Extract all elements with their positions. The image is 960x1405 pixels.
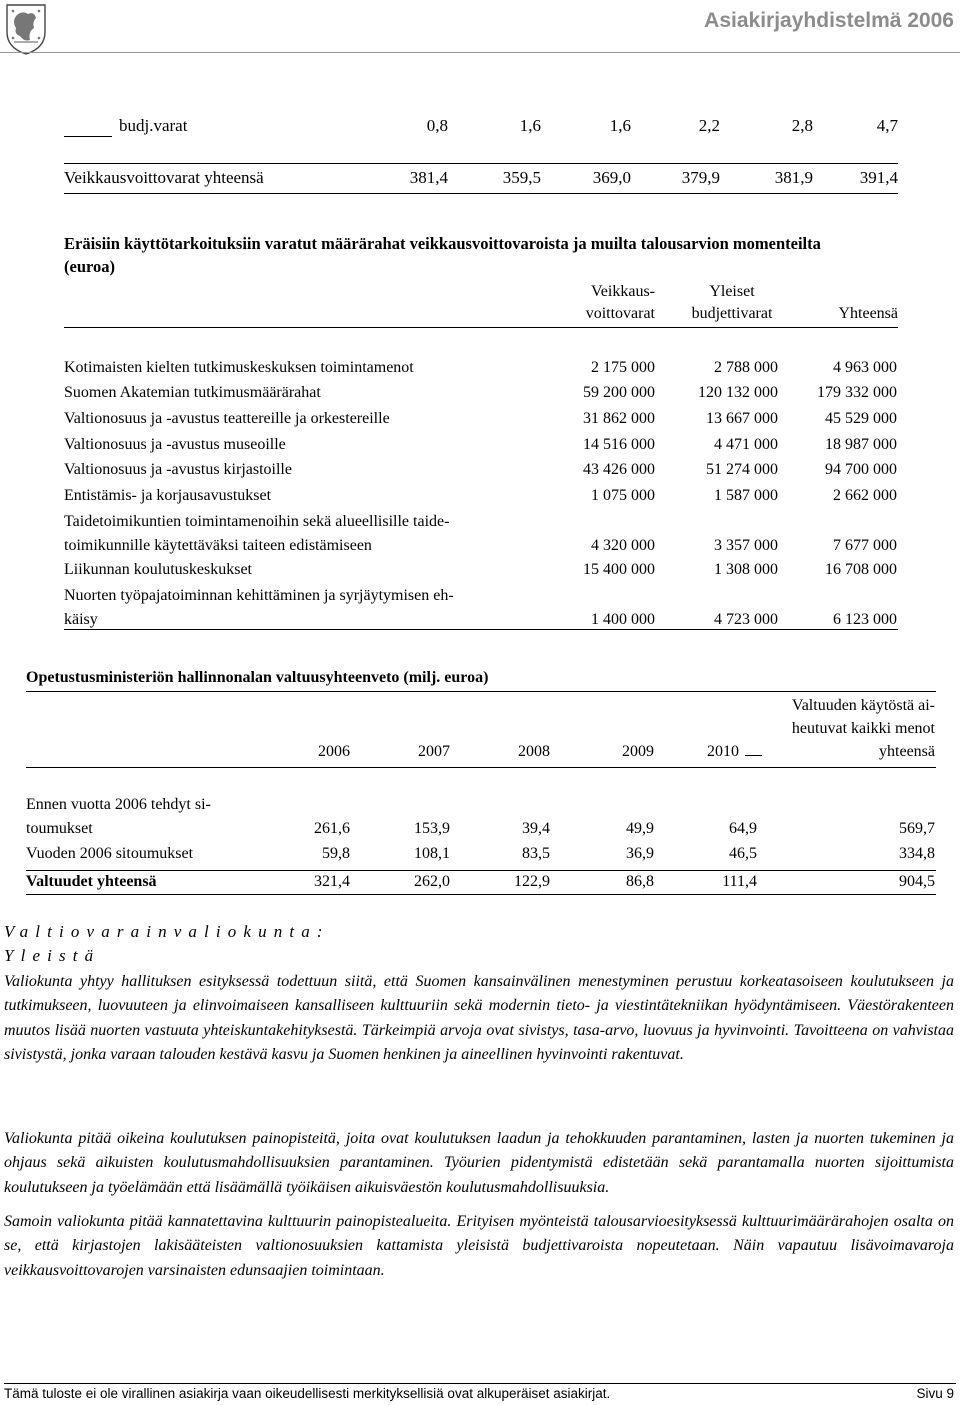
rule	[64, 193, 898, 194]
paragraph: Samoin valiokunta pitää kannatettavina kulttuurin painopistealueita. Erityisen myönteistä talousarvioesityksessä kulttuurimäärärahojen osalta on se, että kirjastojen lakisääteisten valtionosuuksien kattamista yleisistä budjettivaroista nopeutetaan. Näin vapautuu lisävoimavaroja veikkausvoittovarojen varsinaisten edunsaajien toimintaan.	[4, 1213, 954, 1279]
table-title-unit: (euroa)	[64, 257, 116, 276]
rule	[26, 870, 936, 871]
year-header: 2009	[622, 743, 654, 760]
value-cell: 379,9	[681, 168, 720, 187]
value-cell: 3 357 000	[714, 537, 778, 554]
total-label: Veikkausvoittovarat yhteensä	[64, 168, 264, 187]
value-cell: 94 700 000	[825, 461, 897, 478]
value-cell: 4,7	[876, 116, 898, 135]
value-cell: 13 667 000	[706, 410, 778, 427]
table3-title: Opetustusministeriön hallinnonalan valtuusyhteenveto (milj. euroa)	[26, 669, 489, 686]
value-cell: 2 788 000	[714, 359, 778, 376]
value-cell: 39,4	[522, 820, 550, 837]
value-cell: 1 308 000	[714, 561, 778, 578]
value-cell: 59,8	[322, 845, 350, 862]
year-header: 2010	[707, 743, 739, 760]
column-header-yhteensa: Yhteensä	[838, 305, 898, 322]
page-number: Sivu 9	[916, 1386, 954, 1401]
value-cell: 86,8	[626, 873, 654, 890]
value-cell: 1 587 000	[714, 487, 778, 504]
value-cell: 16 708 000	[825, 561, 897, 578]
value-cell: 569,7	[899, 820, 935, 837]
value-cell: 381,4	[409, 168, 448, 187]
row-label: Valtionosuus ja -avustus teattereille ja orkestereille	[64, 410, 390, 427]
row-label: Liikunnan koulutuskeskukset	[64, 561, 252, 578]
year-header: 2006	[318, 743, 350, 760]
rule	[26, 691, 936, 692]
row-label-continued: toumukset	[26, 820, 93, 837]
value-cell: 46,5	[729, 845, 757, 862]
paragraph: Valiokunta pitää oikeina koulutuksen painopisteitä, joita ovat koulutuksen laadun ja tehokkuuden parantaminen, lasten ja nuorten tukeminen ja ohjaus sekä aikuisten koulutusmahdollisuuksien parantaminen. Työurien pidentymistä edistetään sekä parantamalla nuorten sijoittumista koulutukseen ja työelämään että lisäämällä työikäisen aikuisväestön koulutusmahdollisuuksia.	[4, 1130, 954, 1196]
value-cell: 4 723 000	[714, 611, 778, 628]
year-header: 2008	[518, 743, 550, 760]
header-text: Valtuuden käytöstä ai-	[791, 697, 935, 714]
value-cell: 261,6	[314, 820, 350, 837]
header-text: heutuvat kaikki menot	[791, 720, 935, 737]
value-cell: 262,0	[414, 873, 450, 890]
row-label: Taidetoimikuntien toimintamenoihin sekä alueellisille taide-	[64, 513, 450, 530]
value-cell: 2 175 000	[591, 359, 655, 376]
value-cell: 4 471 000	[714, 436, 778, 453]
budj-dash	[64, 136, 112, 137]
rule	[64, 163, 898, 164]
value-cell: 2,2	[698, 116, 720, 135]
coat-of-arms-logo	[4, 2, 48, 56]
row-label: Entistämis- ja korjausavustukset	[64, 487, 272, 504]
row-label: Kotimaisten kielten tutkimuskeskuksen toimintamenot	[64, 359, 414, 376]
footer-rule	[4, 1383, 956, 1384]
value-cell: 2,8	[791, 116, 813, 135]
value-cell: 18 987 000	[825, 436, 897, 453]
row-label: Valtionosuus ja -avustus kirjastoille	[64, 461, 292, 478]
value-cell: 59 200 000	[583, 384, 655, 401]
header-rule	[0, 52, 960, 53]
value-cell: 4 963 000	[833, 359, 897, 376]
value-cell: 83,5	[522, 845, 550, 862]
year-dash	[745, 755, 762, 756]
value-cell: 0,8	[426, 116, 448, 135]
year-header: 2007	[418, 743, 450, 760]
committee-subheading: Yleistä	[4, 946, 101, 965]
rule	[64, 629, 898, 630]
row-label: Suomen Akatemian tutkimusmäärärahat	[64, 384, 321, 401]
value-cell: 64,9	[729, 820, 757, 837]
value-cell: 369,0	[592, 168, 631, 187]
value-cell: 334,8	[899, 845, 935, 862]
value-cell: 36,9	[626, 845, 654, 862]
row-label-continued: toimikunnille käytettäväksi taiteen edistämiseen	[64, 537, 372, 554]
row-label: Vuoden 2006 sitoumukset	[26, 845, 194, 862]
value-cell: 904,5	[899, 873, 935, 890]
row-label: Valtuudet yhteensä	[26, 873, 157, 890]
value-cell: 111,4	[722, 873, 757, 890]
value-cell: 49,9	[626, 820, 654, 837]
value-cell: 4 320 000	[591, 537, 655, 554]
document-title: Asiakirjayhdistelmä 2006	[704, 9, 954, 32]
rule	[26, 894, 936, 895]
value-cell: 45 529 000	[825, 410, 897, 427]
budj-label: budj.varat	[119, 116, 188, 135]
header-text: voittovarat	[585, 305, 655, 322]
table-title: Eräisiin käyttötarkoituksiin varatut määrärahat veikkausvoittovaroista ja muilta talousarvion momenteilta	[64, 234, 821, 253]
row-label: Nuorten työpajatoiminnan kehittäminen ja syrjäytymisen eh-	[64, 587, 454, 604]
value-cell: 122,9	[514, 873, 550, 890]
paragraph: Valiokunta yhtyy hallituksen esityksessä todettuun siitä, että Suomen kansainvälinen menestyminen perustuu korkeatasoiseen koulutukseen ja tutkimukseen, luovuuteen ja elinvoimaiseen kansalliseen kulttuuriin sekä modernin tieto- ja viestintätekniikan hyödyntämiseen. Väestörakenteen muutos lisää nuorten vastuuta yhteiskuntakehityksestä. Tärkeimpiä arvoja ovat sivistys, tasa-arvo, luovuus ja hyvinvointi. Tavoitteena on vahvistaa sivistystä, jonka varaan talouden kestävä kasvu ja Suomen henkinen ja aineellinen hyvinvointi rakentuvat.	[4, 973, 954, 1064]
row-label: Ennen vuotta 2006 tehdyt si-	[26, 796, 211, 813]
value-cell: 1,6	[609, 116, 631, 135]
row-label-continued: käisy	[64, 611, 98, 628]
value-cell: 391,4	[859, 168, 898, 187]
header-text: budjettivarat	[691, 305, 773, 322]
value-cell: 15 400 000	[583, 561, 655, 578]
value-cell: 14 516 000	[583, 436, 655, 453]
value-cell: 6 123 000	[833, 611, 897, 628]
value-cell: 153,9	[414, 820, 450, 837]
value-cell: 1 400 000	[591, 611, 655, 628]
value-cell: 43 426 000	[583, 461, 655, 478]
value-cell: 1 075 000	[591, 487, 655, 504]
rule	[64, 327, 898, 328]
header-text: yhteensä	[879, 743, 935, 760]
footer-note: Tämä tuloste ei ole virallinen asiakirja vaan oikeudellisesti merkityksellisiä ovat alkuperäiset asiakirjat.	[4, 1386, 611, 1401]
header-text: Veikkaus-	[591, 283, 655, 300]
value-cell: 359,5	[502, 168, 541, 187]
value-cell: 120 132 000	[698, 384, 778, 401]
value-cell: 7 677 000	[833, 537, 897, 554]
value-cell: 31 862 000	[583, 410, 655, 427]
header-text: Yleiset	[709, 283, 755, 300]
value-cell: 2 662 000	[833, 487, 897, 504]
committee-heading: Valtiovarainvaliokunta:	[4, 922, 330, 941]
value-cell: 381,9	[774, 168, 813, 187]
value-cell: 108,1	[414, 845, 450, 862]
row-label: Valtionosuus ja -avustus museoille	[64, 436, 286, 453]
value-cell: 179 332 000	[817, 384, 897, 401]
rule	[26, 767, 936, 768]
value-cell: 51 274 000	[706, 461, 778, 478]
value-cell: 1,6	[519, 116, 541, 135]
value-cell: 321,4	[314, 873, 350, 890]
